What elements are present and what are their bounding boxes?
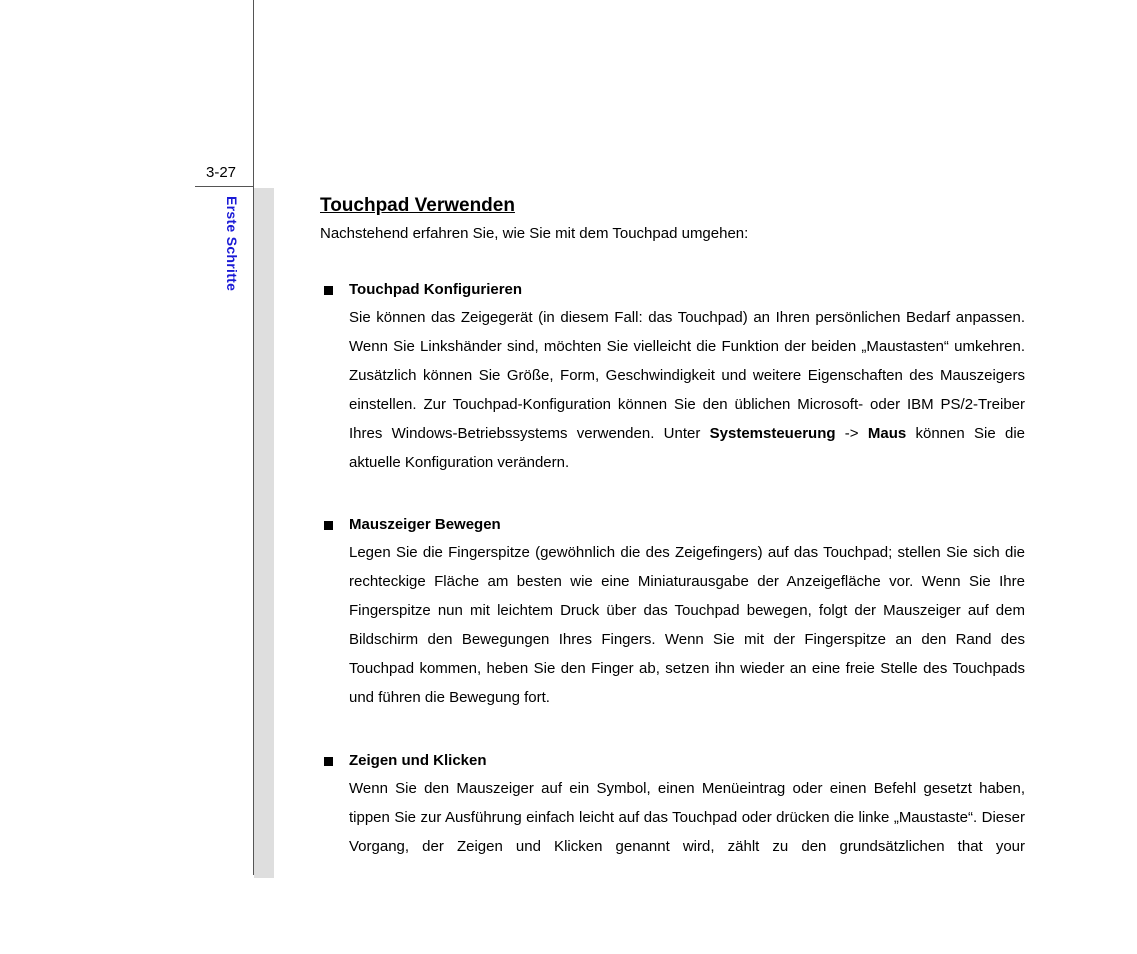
section-heading <box>320 515 1025 535</box>
margin-gray-bar <box>254 188 274 878</box>
section-body <box>349 304 1025 477</box>
square-bullet-icon <box>324 521 333 530</box>
body-text-end: können Sie die aktuelle Konfiguration verändern. <box>349 424 1025 471</box>
section-mauszeiger-bewegen <box>320 515 1025 712</box>
section-heading-text: Mauszeiger Bewegen <box>349 516 501 534</box>
page-number: 3-27 <box>206 164 237 181</box>
section-title: Touchpad Verwenden <box>320 195 515 216</box>
section-body: Legen Sie die Fingerspitze (gewöhnlich die des Zeigefingers) auf das Touchpad; stellen Sie sich die rechteckige Fläche am besten wie eine Miniaturausgabe der Anzeigefläche vor. Wenn Sie Ihre Fingerspitze nun mit leichtem Druck über das Touchpad bewegen, folgt der Mauszeiger auf dem Bildschirm den Bewegungen Ihres Fingers. Wenn Sie mit der Fingerspitze an den Rand des Touchpad kommen, heben Sie den Finger ab, setzen ihn wieder an eine freie Stelle des Touchpads und führen die Bewegung fort. <box>349 544 1025 706</box>
chapter-side-label: Erste Schritte <box>224 196 240 292</box>
body-text: Sie können das Zeigegerät (in diesem Fall: das Touchpad) an Ihren persönlichen Bedarf anpassen. Wenn Sie Linkshänder sind, möchten Sie vielleicht die Funktion der beiden „Maustasten“ umkehren. Zusätzlich können Sie Größe, Form, Geschwindigkeit und weitere Eigenschaften des Mauszeigers einstellen. Zur Touchpad-Konfiguration können Sie den üblichen Microsoft- oder IBM PS/2-Treiber Ihres Windows-Betriebssystems verwenden. Unter <box>349 309 1025 442</box>
section-heading-text: Touchpad Konfigurieren <box>349 281 523 298</box>
section-heading <box>320 751 1025 771</box>
arrow-text: -> <box>835 424 868 442</box>
bold-term-systemsteuerung: Systemsteuerung <box>709 424 836 442</box>
page-content <box>320 193 1025 862</box>
square-bullet-icon <box>324 286 333 295</box>
section-heading-text: Zeigen und Klicken <box>349 751 487 769</box>
page-number-rule <box>195 186 254 187</box>
bold-term-maus: Maus <box>867 424 907 442</box>
square-bullet-icon <box>324 757 333 766</box>
section-heading <box>320 280 1025 300</box>
intro-text: Nachstehend erfahren Sie, wie Sie mit dem Touchpad umgehen: <box>320 225 749 242</box>
section-body: Wenn Sie den Mauszeiger auf ein Symbol, einen Menüeintrag oder einen Befehl gesetzt haben, tippen Sie zur Ausführung einfach leicht auf das Touchpad oder drücken die linke „Maustaste“. Dieser Vorgang, der Zeigen und Klicken genannt wird, zählt zu den grundsätzlichen that your <box>349 779 1025 855</box>
section-zeigen-und-klicken <box>320 751 1025 862</box>
section-touchpad-konfigurieren <box>320 280 1025 477</box>
